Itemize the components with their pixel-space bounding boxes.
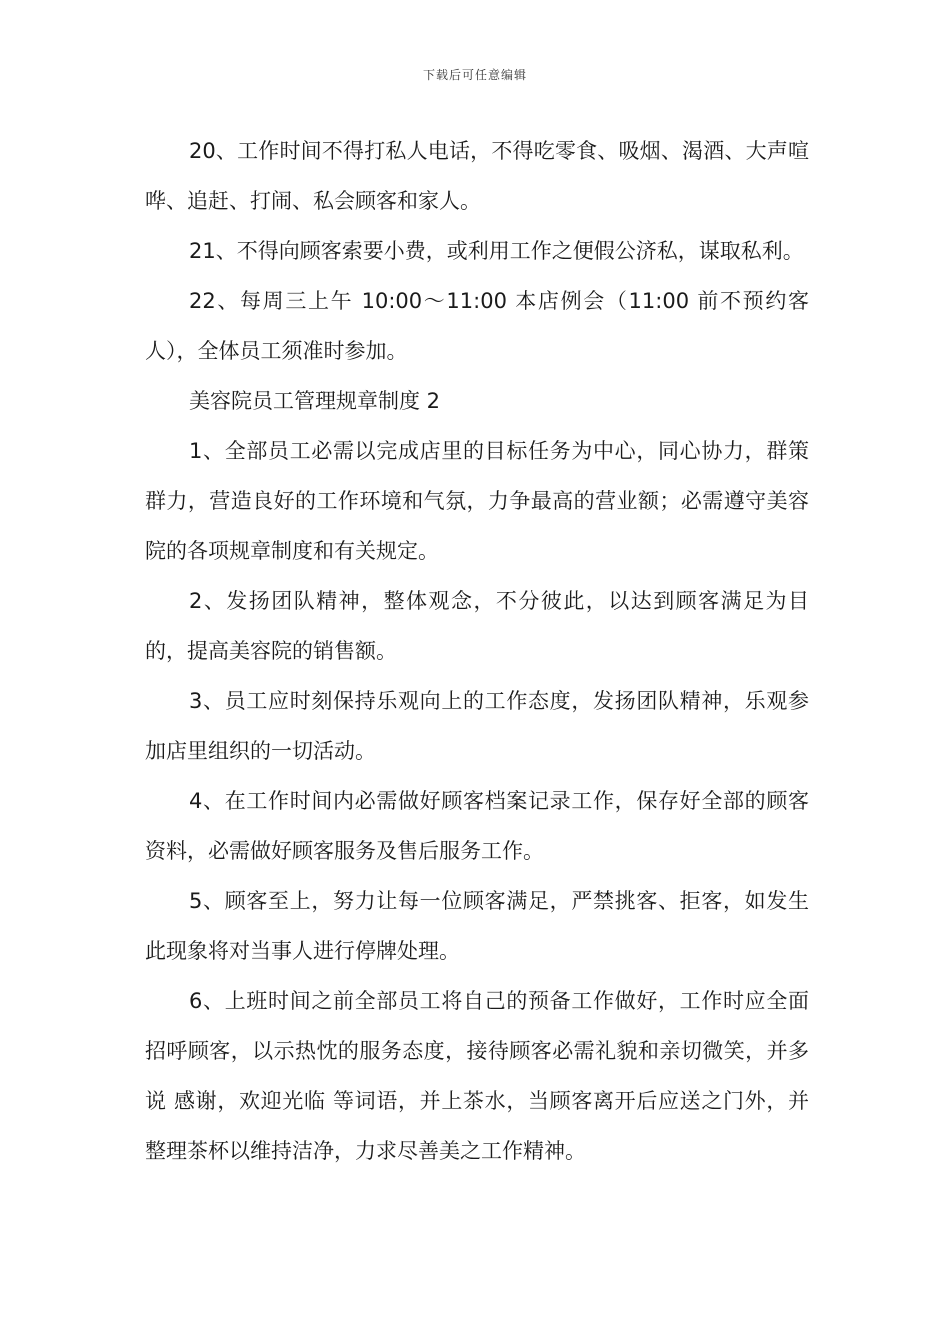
section-heading: 美容院员工管理规章制度 2 [189, 389, 441, 413]
document-body [145, 126, 809, 1176]
rule-3-paragraph: 3、员工应时刻保持乐观向上的工作态度，发扬团队精神，乐观参加店里组织的一切活动。 [145, 689, 809, 763]
rule-20-paragraph: 20、工作时间不得打私人电话，不得吃零食、吸烟、渴酒、大声喧哗、追赶、打闹、私会顾客和家人。 [145, 139, 809, 213]
rule-22-paragraph: 22、每周三上午 10:00～11:00 本店例会（11:00 前不预约客人），全体员工须准时参加。 [145, 289, 809, 363]
page-header: 下载后可任意编辑 [422, 68, 527, 82]
rule-1-paragraph: 1、全部员工必需以完成店里的目标任务为中心，同心协力，群策群力，营造良好的工作环境和气氛，力争最高的营业额；必需遵守美容院的各项规章制度和有关规定。 [145, 439, 809, 563]
rule-4-paragraph: 4、在工作时间内必需做好顾客档案记录工作，保存好全部的顾客资料，必需做好顾客服务及售后服务工作。 [145, 789, 809, 863]
rule-6-paragraph: 6、上班时间之前全部员工将自己的预备工作做好，工作时应全面招呼顾客，以示热忱的服务态度，接待顾客必需礼貌和亲切微笑，并多说 感谢，欢迎光临 等词语，并上茶水，当顾客离开后应送之门外，并整理茶杯以维持洁净，力求尽善美之工作精神。 [145, 989, 809, 1163]
rule-2-paragraph: 2、发扬团队精神，整体观念，不分彼此，以达到顾客满足为目的，提高美容院的销售额。 [145, 589, 809, 663]
rule-5-paragraph: 5、顾客至上，努力让每一位顾客满足，严禁挑客、拒客，如发生此现象将对当事人进行停牌处理。 [145, 889, 809, 963]
rule-21-paragraph: 21、不得向顾客索要小费，或利用工作之便假公济私，谋取私利。 [189, 239, 804, 263]
